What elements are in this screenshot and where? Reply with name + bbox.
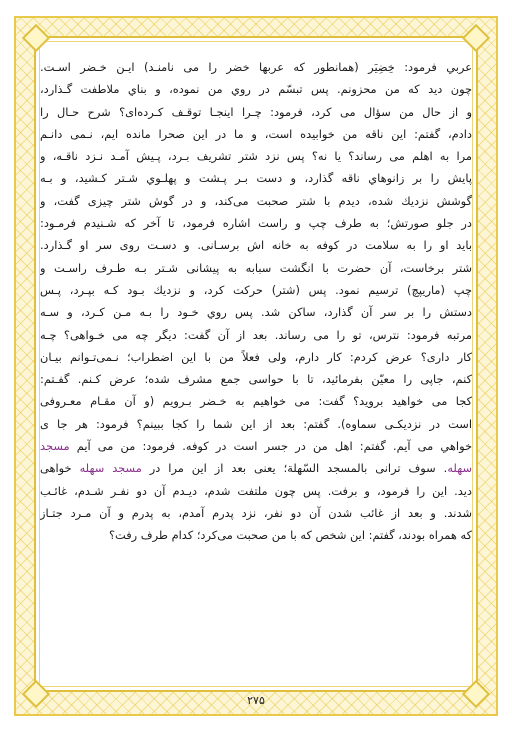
text-line [40,413,472,435]
text-line [40,78,472,100]
text-line [40,368,472,390]
page-body-text [40,56,472,547]
text-line [40,101,472,123]
text-run: شدند. و بعد از غائب شدن آن دو نفر، نزد پدرم آمدم، به پدرم و آن مـرد جتـاز [40,505,472,520]
text-line [40,457,472,479]
text-run: دادم، گفتم: اين ناقه من خوابيده است، و ما در اين صحرا مانده ايم، نـمى دانـم [40,126,472,141]
text-run: دستش را بر سر آن گذارد، ساكن شد. پس روي خـود را بـه مـن كـرد، و سـه [40,305,472,320]
text-run: مرا به اهلم مى رساند؟ يا نه؟ پس نزد شتر تشريف بـرد، پـيش آمـد نـزد ناقـه، و [40,149,472,164]
text-run: در جلو صورتش؛ به طرف چپ و راست اشاره فرمود، تا آخر كه شـنيدم فرمـود: [40,216,472,231]
text-run: كار دارى؟ عرض كردم: كار دارم، ولى فعلاً من با اين اضطراب؛ نـمى‌تـوانم بيـان [40,349,472,364]
text-run: و از حال من سؤال مى كرد، فرمود: چـرا اينجـا توقـف كـرده‌اى؟ شرح حـال را [40,104,472,119]
text-run: شتر برخاست، آن حضرت با انگشت سبابه به پيشانى شـتر بـه طـرف راسـت و [40,260,472,275]
text-run: عربي فرمود: خِضِيَر (همانطور كه عربها خضر را مى نامنـد) ايـن خـضر اسـت. [40,60,472,74]
text-line [40,502,472,524]
text-line [40,190,472,212]
text-line [40,346,472,368]
text-line [40,480,472,502]
text-line [40,123,472,145]
text-run: مرتبه فرمود: نترس، تو را مى رساند. بعد از آن گفت: ديگر چه مى خـواهى؟ چـه [40,327,472,342]
text-line [40,212,472,234]
highlighted-term: مسجد سهله [79,461,142,476]
text-run: پايش را بر زانوهاي ناقه گذارد، و دست بـر پـشت و پهلـوي شـتر كـشيد، و بـه [40,171,472,186]
text-line [40,56,472,78]
text-run: گوشش نزديك شده، ديدم با شتر صحبت مى‌كند، و در گوش شتر چيزى گفت، و [40,193,472,208]
text-line [40,524,472,546]
text-line [40,324,472,346]
text-line [40,257,472,279]
text-line [40,390,472,412]
text-run: خواهى [40,461,80,476]
text-run: چپ (ماريپچ) ترسيم نمود. پس (شتر) حركت كرد، و نزديك بـود كـه بپـرد، پـس [40,282,472,297]
text-line [40,234,472,256]
page-number: ۲۷۵ [247,694,265,707]
text-line [40,145,472,167]
text-line [40,167,472,189]
text-line [40,279,472,301]
text-run: كه همراه بودند، گفتم: اين شخص كه با من صحبت مى‌كرد؛ كدام طرف رفت؟ [109,528,472,543]
text-line [40,435,472,457]
text-run: كجا مى خواهيد برويد؟ گفت: مى خواهيم به خـضر بـرويم (و آن مقـام معـروفى [40,394,472,409]
text-run: . سوف ترانى بالمسجد السّهلة؛ يعنى بعد از اين مرا در [141,461,448,476]
text-run: ديد. اين را فرمود، و برفت. پس چون ملتفت شدم، ديـدم آن دو نفـر شـدم، غائـب [40,483,472,498]
text-line [40,301,472,323]
highlighted-term: مسجد [40,439,70,454]
text-run: خواهي مى آيم. گفتم: اهل من در جسر است در كوفه. فرمود: من مى آيم [69,439,472,454]
text-run: بايد او را به سلامت در كوفه به خانه اش برسـانى. و دسـت روى سر او گـذارد. [40,238,472,253]
highlighted-term: سهله [447,461,472,476]
text-run: چون ديد كه من محزونم. پس تبسّم در روي من نموده، و بناي ملاطفت گـذارد، [40,82,472,97]
text-run: كنم، جاپى را معيّن بفرمائيد، تا با حواسى جمع مشرف شده؛ عرض كـنم. گفـتم: [40,372,472,387]
text-run: است در نزديكـى سماوه). گفتم: بعد از اين شما را كجا ببينم؟ فرمود: هر جا ى [40,416,472,431]
